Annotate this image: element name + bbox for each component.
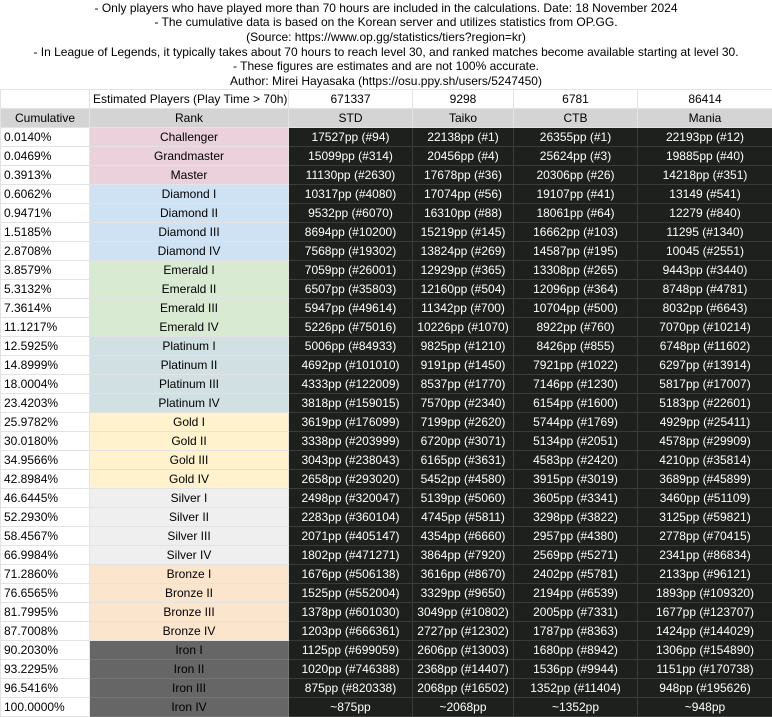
ctb-cell: ~1352pp xyxy=(514,698,638,717)
rank-cell: Diamond I xyxy=(90,185,289,204)
mania-cell: 948pp (#195626) xyxy=(638,679,772,698)
std-cell: 4333pp (#122009) xyxy=(289,375,413,394)
rank-cell: Master xyxy=(90,166,289,185)
std-cell: 6507pp (#35803) xyxy=(289,280,413,299)
rank-cell: Bronze I xyxy=(90,565,289,584)
rank-cell: Iron IV xyxy=(90,698,289,717)
mania-cell: 7070pp (#10214) xyxy=(638,318,772,337)
mania-cell: 6748pp (#11602) xyxy=(638,337,772,356)
ctb-cell: 3298pp (#3822) xyxy=(514,508,638,527)
table-row xyxy=(1,261,772,280)
cumulative-cell: 1.5185% xyxy=(1,223,90,242)
header-cumulative: Cumulative xyxy=(1,109,90,128)
cumulative-cell: 93.2295% xyxy=(1,660,90,679)
taiko-cell: 6720pp (#3071) xyxy=(413,432,514,451)
std-cell: 5006pp (#84933) xyxy=(289,337,413,356)
std-cell: 7059pp (#26001) xyxy=(289,261,413,280)
std-cell: 9532pp (#6070) xyxy=(289,204,413,223)
note-line: - The cumulative data is based on the Korean server and utilizes statistics from OP.GG. xyxy=(0,15,772,30)
table-row xyxy=(1,147,772,166)
cumulative-cell: 52.2930% xyxy=(1,508,90,527)
table-row xyxy=(1,622,772,641)
cumulative-cell: 5.3132% xyxy=(1,280,90,299)
taiko-cell: 22138pp (#1) xyxy=(413,128,514,147)
rank-cell: Silver II xyxy=(90,508,289,527)
table-row xyxy=(1,223,772,242)
ctb-cell: 7146pp (#1230) xyxy=(514,375,638,394)
ctb-cell: 19107pp (#41) xyxy=(514,185,638,204)
ctb-cell: 26355pp (#1) xyxy=(514,128,638,147)
mania-cell: 19885pp (#40) xyxy=(638,147,772,166)
mania-cell: 1151pp (#170738) xyxy=(638,660,772,679)
header-mania: Mania xyxy=(638,109,772,128)
std-cell: 3043pp (#238043) xyxy=(289,451,413,470)
std-cell: 5226pp (#75016) xyxy=(289,318,413,337)
mania-cell: 5183pp (#22601) xyxy=(638,394,772,413)
ctb-cell: 10704pp (#500) xyxy=(514,299,638,318)
mania-cell: 9443pp (#3440) xyxy=(638,261,772,280)
rank-cell: Diamond III xyxy=(90,223,289,242)
table-row xyxy=(1,204,772,223)
table-row xyxy=(1,679,772,698)
std-cell: 875pp (#820338) xyxy=(289,679,413,698)
ctb-cell: 2402pp (#5781) xyxy=(514,565,638,584)
mania-cell: 8032pp (#6643) xyxy=(638,299,772,318)
mania-cell: 1424pp (#144029) xyxy=(638,622,772,641)
estimated-std: 671337 xyxy=(289,90,413,109)
table-row xyxy=(1,128,772,147)
cumulative-cell: 100.0000% xyxy=(1,698,90,717)
cumulative-cell: 96.5416% xyxy=(1,679,90,698)
mania-cell: 8748pp (#4781) xyxy=(638,280,772,299)
cumulative-cell: 0.9471% xyxy=(1,204,90,223)
cumulative-cell: 90.2030% xyxy=(1,641,90,660)
taiko-cell: 10226pp (#1070) xyxy=(413,318,514,337)
table-row xyxy=(1,280,772,299)
mania-cell: 5817pp (#17007) xyxy=(638,375,772,394)
tier-pp-table xyxy=(0,89,772,717)
taiko-cell: 7570pp (#2340) xyxy=(413,394,514,413)
table-row xyxy=(1,489,772,508)
table-row xyxy=(1,698,772,717)
taiko-cell: 15219pp (#145) xyxy=(413,223,514,242)
std-cell: 8694pp (#10200) xyxy=(289,223,413,242)
std-cell: 11130pp (#2630) xyxy=(289,166,413,185)
taiko-cell: 12929pp (#365) xyxy=(413,261,514,280)
rank-cell: Emerald II xyxy=(90,280,289,299)
taiko-cell: 3616pp (#8670) xyxy=(413,565,514,584)
mania-cell: 3125pp (#59821) xyxy=(638,508,772,527)
mania-cell: 1306pp (#154890) xyxy=(638,641,772,660)
std-cell: 1676pp (#506138) xyxy=(289,565,413,584)
note-line: (Source: https://www.op.gg/statistics/tiers?region=kr) xyxy=(0,30,772,45)
cumulative-cell: 42.8984% xyxy=(1,470,90,489)
ctb-cell: 4583pp (#2420) xyxy=(514,451,638,470)
ctb-cell: 3915pp (#3019) xyxy=(514,470,638,489)
cumulative-cell: 14.8999% xyxy=(1,356,90,375)
cumulative-cell: 3.8579% xyxy=(1,261,90,280)
rank-cell: Emerald I xyxy=(90,261,289,280)
mania-cell: 4578pp (#29909) xyxy=(638,432,772,451)
header-taiko: Taiko xyxy=(413,109,514,128)
taiko-cell: 4354pp (#6660) xyxy=(413,527,514,546)
cumulative-cell: 58.4567% xyxy=(1,527,90,546)
table-row xyxy=(1,394,772,413)
ctb-cell: 1536pp (#9944) xyxy=(514,660,638,679)
blank-cell xyxy=(1,90,90,109)
header-std: STD xyxy=(289,109,413,128)
std-cell: 7568pp (#19302) xyxy=(289,242,413,261)
taiko-cell: 3329pp (#9650) xyxy=(413,584,514,603)
table-row xyxy=(1,603,772,622)
mania-cell: 3689pp (#45899) xyxy=(638,470,772,489)
rank-cell: Silver III xyxy=(90,527,289,546)
rank-cell: Platinum IV xyxy=(90,394,289,413)
table-row xyxy=(1,565,772,584)
rank-cell: Platinum III xyxy=(90,375,289,394)
table-row xyxy=(1,660,772,679)
ctb-cell: 2957pp (#4380) xyxy=(514,527,638,546)
std-cell: 1203pp (#666361) xyxy=(289,622,413,641)
cumulative-cell: 46.6445% xyxy=(1,489,90,508)
note-line: - These figures are estimates and are not 100% accurate. xyxy=(0,59,772,74)
taiko-cell: 5452pp (#4580) xyxy=(413,470,514,489)
taiko-cell: 17678pp (#36) xyxy=(413,166,514,185)
taiko-cell: 11342pp (#700) xyxy=(413,299,514,318)
std-cell: 1378pp (#601030) xyxy=(289,603,413,622)
rank-cell: Silver IV xyxy=(90,546,289,565)
taiko-cell: 2727pp (#12302) xyxy=(413,622,514,641)
mania-cell: 3460pp (#51109) xyxy=(638,489,772,508)
std-cell: 1125pp (#699059) xyxy=(289,641,413,660)
taiko-cell: 2606pp (#13003) xyxy=(413,641,514,660)
mania-cell: ~948pp xyxy=(638,698,772,717)
table-row xyxy=(1,375,772,394)
mania-cell: 14218pp (#351) xyxy=(638,166,772,185)
std-cell: 1525pp (#552004) xyxy=(289,584,413,603)
cumulative-cell: 7.3614% xyxy=(1,299,90,318)
table-row xyxy=(1,641,772,660)
taiko-cell: 2368pp (#14407) xyxy=(413,660,514,679)
cumulative-cell: 0.0140% xyxy=(1,128,90,147)
header-rank: Rank xyxy=(90,109,289,128)
ctb-cell: 5744pp (#1769) xyxy=(514,413,638,432)
taiko-cell: 6165pp (#3631) xyxy=(413,451,514,470)
std-cell: 3338pp (#203999) xyxy=(289,432,413,451)
ctb-cell: 13308pp (#265) xyxy=(514,261,638,280)
std-cell: 3619pp (#176099) xyxy=(289,413,413,432)
cumulative-cell: 30.0180% xyxy=(1,432,90,451)
header-ctb: CTB xyxy=(514,109,638,128)
table-row xyxy=(1,508,772,527)
mania-cell: 1677pp (#123707) xyxy=(638,603,772,622)
taiko-cell: 2068pp (#16502) xyxy=(413,679,514,698)
std-cell: 2498pp (#320047) xyxy=(289,489,413,508)
cumulative-cell: 18.0004% xyxy=(1,375,90,394)
estimated-mania: 86414 xyxy=(638,90,772,109)
std-cell: 15099pp (#314) xyxy=(289,147,413,166)
table-row xyxy=(1,470,772,489)
cumulative-cell: 34.9566% xyxy=(1,451,90,470)
estimated-players-row xyxy=(1,90,772,109)
cumulative-cell: 11.1217% xyxy=(1,318,90,337)
notes-block xyxy=(0,0,772,89)
mania-cell: 12279 (#840) xyxy=(638,204,772,223)
taiko-cell: 13824pp (#269) xyxy=(413,242,514,261)
table-row xyxy=(1,584,772,603)
ctb-cell: 12096pp (#364) xyxy=(514,280,638,299)
ctb-cell: 8426pp (#855) xyxy=(514,337,638,356)
mania-cell: 11295 (#1340) xyxy=(638,223,772,242)
rank-cell: Bronze II xyxy=(90,584,289,603)
cumulative-cell: 81.7995% xyxy=(1,603,90,622)
ctb-cell: 6154pp (#1600) xyxy=(514,394,638,413)
taiko-cell: 3864pp (#7920) xyxy=(413,546,514,565)
estimated-taiko: 9298 xyxy=(413,90,514,109)
mania-cell: 4929pp (#25411) xyxy=(638,413,772,432)
column-header-row xyxy=(1,109,772,128)
std-cell: 5947pp (#49614) xyxy=(289,299,413,318)
mania-cell: 10045 (#2551) xyxy=(638,242,772,261)
rank-cell: Bronze IV xyxy=(90,622,289,641)
ctb-cell: 1352pp (#11404) xyxy=(514,679,638,698)
ctb-cell: 2005pp (#7331) xyxy=(514,603,638,622)
estimated-ctb: 6781 xyxy=(514,90,638,109)
table-row xyxy=(1,318,772,337)
mania-cell: 2778pp (#70415) xyxy=(638,527,772,546)
std-cell: 3818pp (#159015) xyxy=(289,394,413,413)
rank-cell: Gold II xyxy=(90,432,289,451)
cumulative-cell: 2.8708% xyxy=(1,242,90,261)
ctb-cell: 7921pp (#1022) xyxy=(514,356,638,375)
table-row xyxy=(1,185,772,204)
taiko-cell: ~2068pp xyxy=(413,698,514,717)
taiko-cell: 20456pp (#4) xyxy=(413,147,514,166)
table-row xyxy=(1,546,772,565)
std-cell: 2071pp (#405147) xyxy=(289,527,413,546)
ctb-cell: 25624pp (#3) xyxy=(514,147,638,166)
std-cell: 2658pp (#293020) xyxy=(289,470,413,489)
rank-cell: Emerald III xyxy=(90,299,289,318)
table-row xyxy=(1,451,772,470)
ctb-cell: 5134pp (#2051) xyxy=(514,432,638,451)
ctb-cell: 1787pp (#8363) xyxy=(514,622,638,641)
ctb-cell: 1680pp (#8942) xyxy=(514,641,638,660)
rank-cell: Diamond IV xyxy=(90,242,289,261)
rank-cell: Iron I xyxy=(90,641,289,660)
rank-cell: Gold I xyxy=(90,413,289,432)
mania-cell: 22193pp (#12) xyxy=(638,128,772,147)
ctb-cell: 3605pp (#3341) xyxy=(514,489,638,508)
taiko-cell: 8537pp (#1770) xyxy=(413,375,514,394)
note-line: - In League of Legends, it typically takes about 70 hours to reach level 30, and ranked matches become available starting at level 30. xyxy=(0,45,772,60)
rank-cell: Iron II xyxy=(90,660,289,679)
cumulative-cell: 76.6565% xyxy=(1,584,90,603)
std-cell: 17527pp (#94) xyxy=(289,128,413,147)
table-row xyxy=(1,356,772,375)
ctb-cell: 16662pp (#103) xyxy=(514,223,638,242)
taiko-cell: 12160pp (#504) xyxy=(413,280,514,299)
estimated-label: Estimated Players (Play Time > 70h) xyxy=(90,90,289,109)
taiko-cell: 16310pp (#88) xyxy=(413,204,514,223)
taiko-cell: 4745pp (#5811) xyxy=(413,508,514,527)
table-row xyxy=(1,337,772,356)
ctb-cell: 14587pp (#195) xyxy=(514,242,638,261)
taiko-cell: 17074pp (#56) xyxy=(413,185,514,204)
rank-cell: Emerald IV xyxy=(90,318,289,337)
table-row xyxy=(1,299,772,318)
cumulative-cell: 0.6062% xyxy=(1,185,90,204)
cumulative-cell: 87.7008% xyxy=(1,622,90,641)
rank-cell: Gold IV xyxy=(90,470,289,489)
std-cell: 1802pp (#471271) xyxy=(289,546,413,565)
cumulative-cell: 0.0469% xyxy=(1,147,90,166)
table-row xyxy=(1,166,772,185)
ctb-cell: 8922pp (#760) xyxy=(514,318,638,337)
cumulative-cell: 12.5925% xyxy=(1,337,90,356)
rank-cell: Gold III xyxy=(90,451,289,470)
taiko-cell: 9191pp (#1450) xyxy=(413,356,514,375)
std-cell: ~875pp xyxy=(289,698,413,717)
note-line: Author: Mirei Hayasaka (https://osu.ppy.sh/users/5247450) xyxy=(0,74,772,89)
rank-cell: Iron III xyxy=(90,679,289,698)
table-row xyxy=(1,432,772,451)
table-row xyxy=(1,527,772,546)
mania-cell: 13149 (#541) xyxy=(638,185,772,204)
rank-cell: Platinum I xyxy=(90,337,289,356)
std-cell: 4692pp (#101010) xyxy=(289,356,413,375)
ctb-cell: 2194pp (#6539) xyxy=(514,584,638,603)
std-cell: 2283pp (#360104) xyxy=(289,508,413,527)
taiko-cell: 9825pp (#1210) xyxy=(413,337,514,356)
taiko-cell: 5139pp (#5060) xyxy=(413,489,514,508)
mania-cell: 6297pp (#13914) xyxy=(638,356,772,375)
mania-cell: 2133pp (#96121) xyxy=(638,565,772,584)
taiko-cell: 7199pp (#2620) xyxy=(413,413,514,432)
rank-cell: Silver I xyxy=(90,489,289,508)
note-line: - Only players who have played more than 70 hours are included in the calculations. Date: 18 November 2024 xyxy=(0,1,772,16)
cumulative-cell: 0.3913% xyxy=(1,166,90,185)
mania-cell: 2341pp (#86834) xyxy=(638,546,772,565)
rank-cell: Grandmaster xyxy=(90,147,289,166)
cumulative-cell: 25.9782% xyxy=(1,413,90,432)
cumulative-cell: 66.9984% xyxy=(1,546,90,565)
mania-cell: 4210pp (#35814) xyxy=(638,451,772,470)
ctb-cell: 20306pp (#26) xyxy=(514,166,638,185)
cumulative-cell: 23.4203% xyxy=(1,394,90,413)
std-cell: 10317pp (#4080) xyxy=(289,185,413,204)
rank-cell: Challenger xyxy=(90,128,289,147)
table-row xyxy=(1,413,772,432)
rank-cell: Bronze III xyxy=(90,603,289,622)
table-row xyxy=(1,242,772,261)
rank-cell: Platinum II xyxy=(90,356,289,375)
rank-cell: Diamond II xyxy=(90,204,289,223)
cumulative-cell: 71.2860% xyxy=(1,565,90,584)
taiko-cell: 3049pp (#10802) xyxy=(413,603,514,622)
ctb-cell: 2569pp (#5271) xyxy=(514,546,638,565)
mania-cell: 1893pp (#109320) xyxy=(638,584,772,603)
ctb-cell: 18061pp (#64) xyxy=(514,204,638,223)
std-cell: 1020pp (#746388) xyxy=(289,660,413,679)
